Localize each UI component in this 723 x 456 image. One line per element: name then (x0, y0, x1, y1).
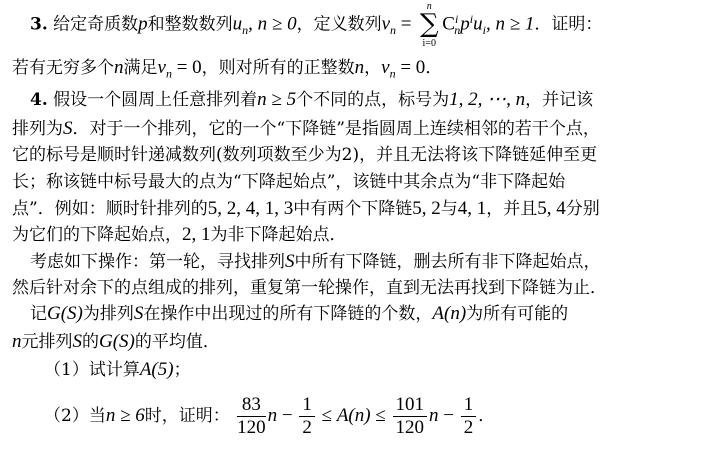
fraction-101-120: $\frac{101}{120}$ (393, 394, 428, 439)
problem-4-line-1: 4. 假设一个圆周上任意排列着n ≥ 5个不同的点，标号为1, 2, ⋯, n，并记该 (30, 89, 594, 110)
problem-4-number: 4. (30, 90, 48, 110)
problem-4-line-6: 为它们的下降起始点，2, 1为非下降起始点． (12, 224, 347, 245)
problem-3-number: 3. (30, 14, 48, 35)
problem-4-line-10: n元排列S的G(S)的平均值． (12, 331, 220, 352)
fraction-83-120: $\frac{83}{120}$ (237, 394, 266, 438)
problem-3-line-2: 若有无穷多个n满足$v_n = 0$，则对所有的正整数n，$v_n = 0$． (12, 57, 443, 81)
problem-4-line-2: 排列为S．对于一个排列，它的一个“下降链”是指圆周上连续相邻的若干个点， (12, 118, 600, 139)
problem-4-line-5: 点”．例如：顺时针排列的5, 2, 4, 1, 3中有两个下降链5, 2与4, 1，并且5, 4分别 (12, 198, 600, 219)
problem-4-line-7: 考虑如下操作：第一轮，寻找排列S中所有下降链，删去所有非下降起始点， (30, 251, 601, 272)
summation: n ∑ i=0 (419, 0, 439, 49)
fraction-1-2-b: $\frac{1}{2}$ (461, 394, 477, 439)
question-2: （2）当n ≥ 6时，证明： $\frac{83}{120}$ n − $\frac{1}{2}$ ≤ A(n) ≤ $\frac{101}{120}$ n − $\frac{1}{2}$ ． (44, 394, 496, 438)
problem-4-line-4: 长；称该链中标号最大的点为“下降起始点”，该链中其余点为“非下降起始 (12, 172, 566, 192)
problem-4-line-8: 然后针对余下的点组成的排列，重复第一轮操作，直到无法再找到下降链为止． (12, 278, 607, 298)
question-1: （1）试计算A(5)； (44, 359, 191, 380)
problem-4-line-3: 它的标号是顺时针递减数列(数列项数至少为2)，并且无法将该下降链延伸至更 (12, 145, 598, 165)
problem-4-line-9: 记G(S)为排列S在操作中出现过的所有下降链的个数，A(n)为所有可能的 (30, 303, 569, 324)
problem-3-line-1: 3. 给定奇质数p和整数数列$u_n$, n ≥ 0，定义数列$v_n$ = n ∑ i=0 $C^i_np^iu_i$, n ≥ 1．证明： (30, 0, 603, 49)
fraction-1-2: $\frac{1}{2}$ (299, 394, 315, 439)
